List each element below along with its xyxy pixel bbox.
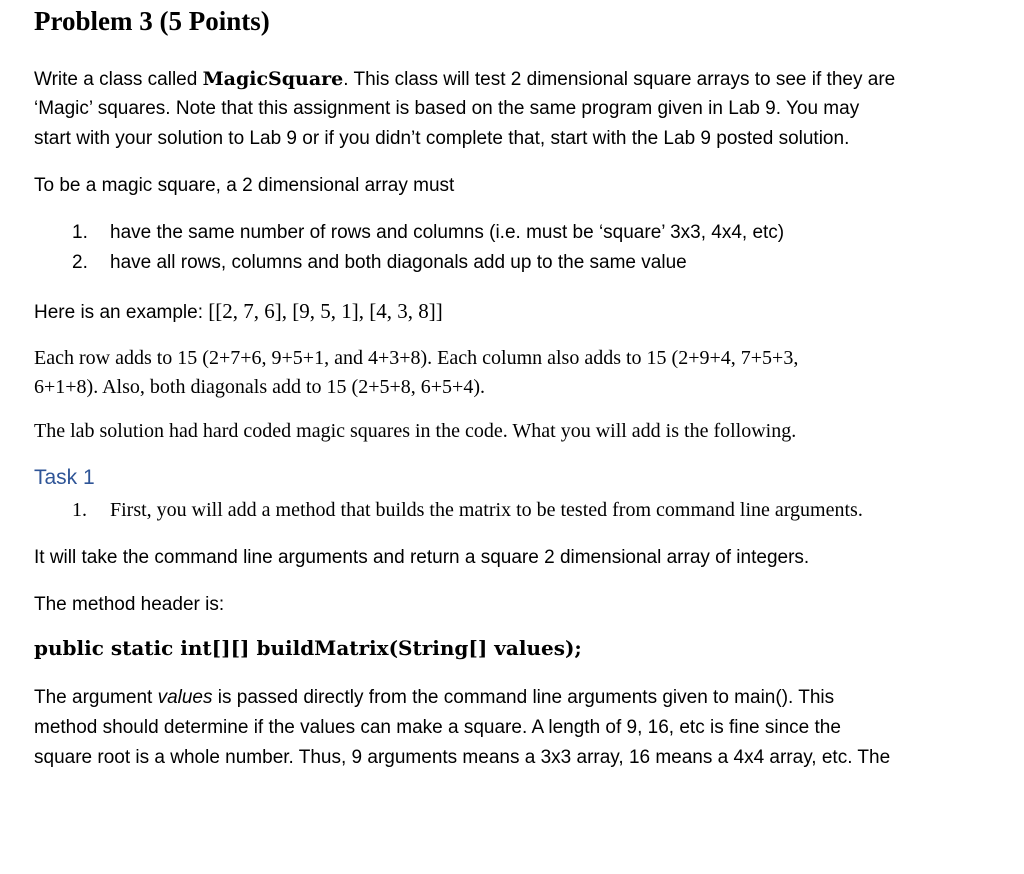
argument-name: values bbox=[157, 687, 213, 708]
example-value: [[2, 7, 6], [9, 5, 1], [4, 3, 8]] bbox=[208, 299, 443, 323]
lab-note: The lab solution had hard coded magic squares in the code. What you will add is the following. bbox=[34, 420, 797, 442]
argument-prefix: The argument bbox=[34, 687, 158, 708]
intro-suffix: . This class will test 2 dimensional square arrays to see if they are bbox=[343, 69, 896, 90]
explanation-line-1: Each row adds to 15 (2+7+6, 9+5+1, and 4+3+8). Each column also adds to 15 (2+9+4, 7+5+3, bbox=[34, 347, 799, 369]
rule-number: 2. bbox=[72, 252, 88, 273]
rule-item-1 bbox=[72, 222, 784, 244]
class-name: MagicSquare bbox=[202, 68, 344, 90]
argument-suffix: is passed directly from the command line arguments given to main(). This bbox=[212, 687, 835, 708]
example-label: Here is an example: bbox=[34, 302, 209, 323]
task-1-para-2: The method header is: bbox=[34, 594, 225, 615]
task-1-heading: Task 1 bbox=[34, 466, 95, 489]
rule-text: have all rows, columns and both diagonals add up to the same value bbox=[110, 252, 687, 273]
intro-line-3: start with your solution to Lab 9 or if you didn’t complete that, start with the Lab 9 posted solution. bbox=[34, 128, 850, 149]
intro-line-2: ‘Magic’ squares. Note that this assignment is based on the same program given in Lab 9. You may bbox=[34, 98, 860, 119]
rule-number: 1. bbox=[72, 222, 88, 243]
intro-prefix: Write a class called bbox=[34, 69, 203, 90]
task-1-item bbox=[72, 499, 863, 522]
problem-title: Problem 3 (5 Points) bbox=[34, 6, 270, 36]
intro-line-1 bbox=[34, 64, 895, 95]
rule-item-2 bbox=[72, 252, 687, 274]
explanation-line-2: 6+1+8). Also, both diagonals add to 15 (2+5+8, 6+5+4). bbox=[34, 376, 485, 398]
task-item-text: First, you will add a method that builds the matrix to be tested from command line arguments. bbox=[110, 499, 863, 521]
rules-intro: To be a magic square, a 2 dimensional array must bbox=[34, 175, 455, 196]
task-1-para-1: It will take the command line arguments and return a square 2 dimensional array of integers. bbox=[34, 547, 810, 568]
argument-line-1 bbox=[34, 683, 834, 713]
example-line bbox=[34, 296, 443, 328]
rule-text: have the same number of rows and columns (i.e. must be ‘square’ 3x3, 4x4, etc) bbox=[110, 222, 785, 243]
argument-line-2: method should determine if the values can make a square. A length of 9, 16, etc is fine since the bbox=[34, 717, 841, 738]
method-header: public static int[][] buildMatrix(String[] values); bbox=[34, 636, 582, 660]
task-item-number: 1. bbox=[72, 499, 87, 521]
argument-line-3: square root is a whole number. Thus, 9 arguments means a 3x3 array, 16 means a 4x4 array, etc. The bbox=[34, 747, 891, 768]
